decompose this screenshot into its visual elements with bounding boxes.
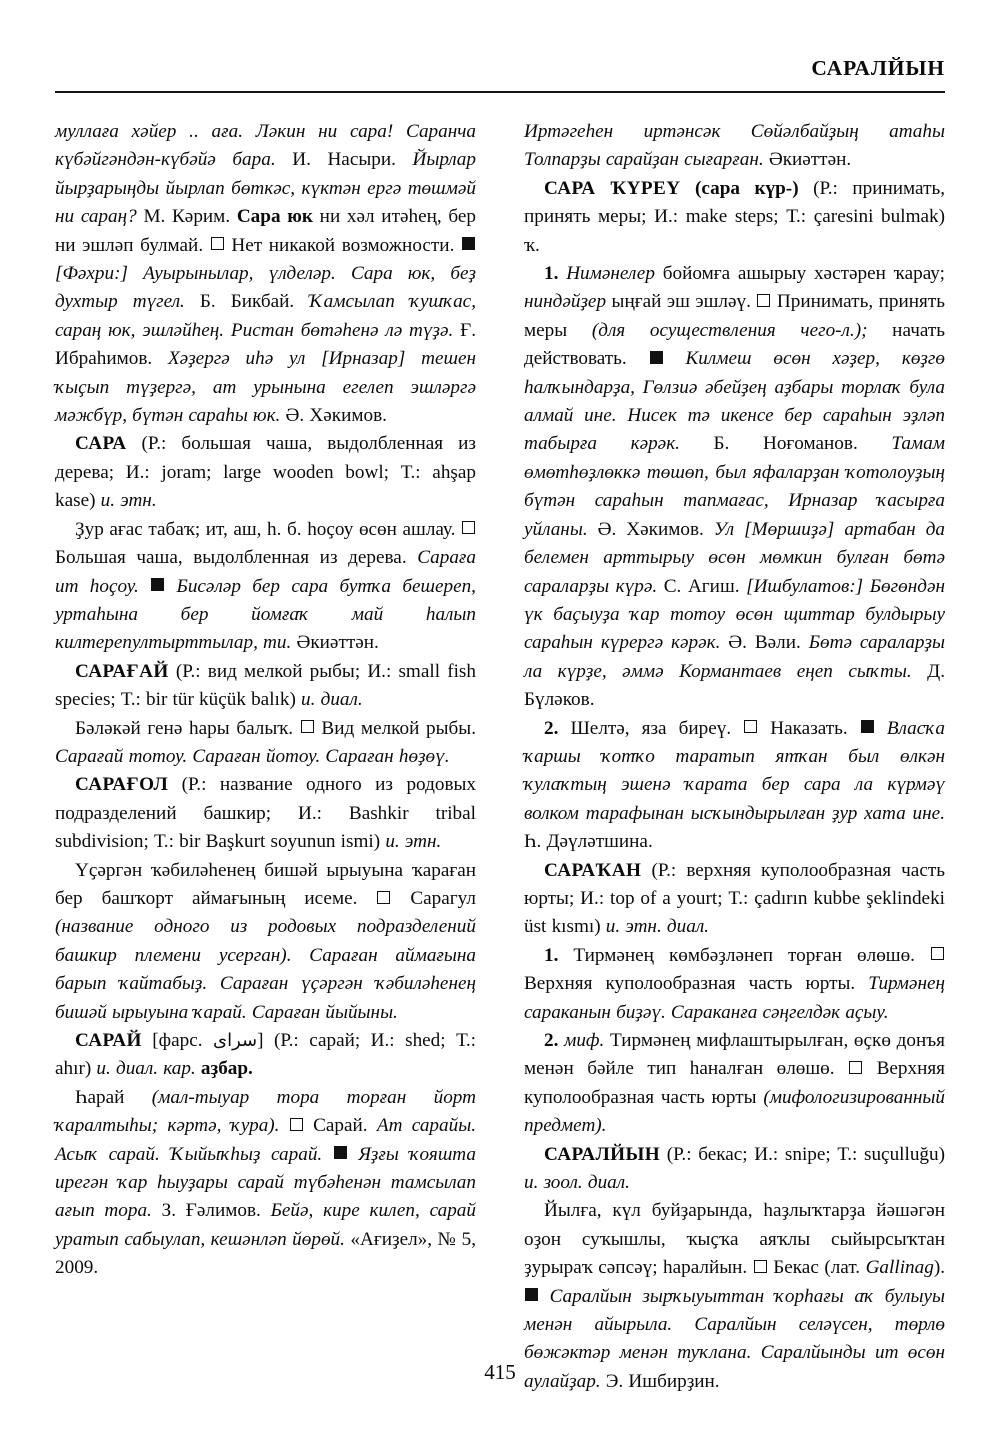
entry-sara-source: Әкиәттән. bbox=[291, 632, 379, 654]
sense-number: 1. bbox=[544, 263, 559, 285]
continued-text-part13: Ә. Хәкимов. bbox=[280, 405, 387, 427]
filled-square-icon bbox=[525, 1288, 538, 1301]
entry-saragay-grammar: и. диал. bbox=[295, 689, 363, 711]
saralyyn-citation: Саралйын зырҡыуыттан ҡорһағы аҡ булыуы менән айырыла. Саралйын селәүсен, төрлө бөжәктәр менән туҡлана. Саралйынды ит өсөн аулайҙар. bbox=[524, 1285, 945, 1392]
saralyyn-def-ru: Бекас (лат. bbox=[767, 1257, 866, 1279]
entry-saragol-def-ru-it: (название одного из родовых подразделений башкир племени усерган). bbox=[55, 916, 476, 966]
entry-saragol-def-ba: Үҫәргән ҡәбиләһенең бишәй ырыуына ҡараған бер башҡорт аймағының исеме. bbox=[55, 859, 476, 909]
entry-saray-head bbox=[55, 1027, 476, 1084]
sense1-source1: Б. Ноғоманов. bbox=[679, 433, 892, 455]
sense2-def-ba: Шелтә, яза биреү. bbox=[570, 717, 744, 739]
sarakan-sense2-def-ru: Верхняя куполообразная часть юрты bbox=[524, 1058, 945, 1108]
continued-text-part6: ни хәл итәһең, бер ни эшләп булмай. bbox=[55, 206, 476, 256]
entry-saralyyn-gloss: (Р.: бекас; И.: snipe; Т.: suçulluğu) bbox=[666, 1143, 945, 1165]
filled-square-icon bbox=[650, 351, 663, 364]
continued-text-part8: [Фәхри:] Ауырынылар, үлделәр. Сара юк, беҙ духтыр түгел. bbox=[55, 263, 476, 313]
entry-sarakan-sense-2 bbox=[524, 1027, 945, 1141]
entry-sarakan-grammar: и. этн. диал. bbox=[600, 916, 709, 938]
sense1-def-ru-it: (для осуществления чего-л.); bbox=[591, 319, 868, 341]
open-square-icon bbox=[744, 720, 757, 733]
headword-sara: САРА bbox=[75, 433, 127, 455]
entry-saray-grammar: и. диал. кар. bbox=[91, 1058, 201, 1080]
sense1-source2: Ә. Хәкимов. bbox=[587, 518, 714, 540]
entry-sara-kureu-grammar: ҡ. bbox=[524, 234, 540, 256]
entry-saragay-def-ba: Бәләкәй генә һары балыҡ. bbox=[75, 717, 300, 739]
sense-number: 2. bbox=[544, 1030, 559, 1051]
entry-saray-def-ru: Сарай. bbox=[303, 1115, 377, 1137]
continued-text-part12: Хәҙергә иһә ул [Ирназар] тешен ҡыҫып түҙергә, ат урынына егелеп эшләргә мәжбүр, бүтән сараһы юк. bbox=[55, 348, 476, 427]
entry-sara-def-ru: Большая чаша, выдолбленная из дерева. bbox=[55, 547, 418, 569]
headword-saray: САРАЙ bbox=[75, 1030, 142, 1051]
headword-saralyyn: САРАЛЙЫН bbox=[544, 1143, 661, 1165]
continued-entry-saray bbox=[524, 118, 945, 175]
header-rule bbox=[55, 91, 945, 93]
entry-saragay-gloss: (Р.: вид мелкой рыбы; И.: small fish species; Т.: bir tür küçük balık) bbox=[55, 660, 476, 711]
saralyyn-def-ba: Йылға, күл буйҙарында, һаҙлыҡтарҙа йәшәгән оҙон суҡышлы, ҡыҫҡа аяҡлы сыйырсыҡтан ҙурыраҡ сәпсәү; һаралйын. bbox=[524, 1200, 945, 1279]
entry-sara-kureu-sense-2 bbox=[524, 715, 945, 857]
sarakan-sense2-def-ba: Тирмәнең мифлаштырылған, өҫкө донъя менән бәйле тип һаналған өлөшө. bbox=[524, 1030, 945, 1080]
entry-saray-gloss: (Р.: сарай; И.: shed; Т.: ahır) bbox=[55, 1030, 476, 1080]
continued-text-part7: Нет никакой возможности. bbox=[224, 234, 461, 256]
entry-saralyyn-head bbox=[524, 1141, 945, 1198]
sense1-citation1: Килмеш өсөн хәҙер, көҙгө һалҡындарҙа, Гөлзиә әбейҙең аҙбары торлаҡ була алмай ине. Ниcек тә икенсе бер сараһын эҙләп табырға кәрәк. bbox=[524, 348, 945, 455]
open-square-icon bbox=[931, 947, 944, 960]
sense2-source1: Һ. Дәүләтшина. bbox=[524, 831, 653, 853]
sense-number: 1. bbox=[544, 944, 559, 966]
entry-saragay-head bbox=[55, 658, 476, 715]
continued-text-part9: Б. Бикбай. bbox=[184, 291, 310, 313]
entry-saragol-body bbox=[55, 857, 476, 1027]
sense2-citation1: Власҡа ҡаршы ҡотҡо таратып ятҡан был өлкән ҡулаҡтың эшенә ҡарата бер сара ла күрмәү волком тарафынан ысҡындырылған ҙур хата ине. bbox=[524, 717, 945, 824]
open-square-icon bbox=[462, 521, 475, 534]
sense1-def-ba2: ыңғай эш эшләү. bbox=[606, 291, 757, 313]
open-square-icon bbox=[754, 1260, 767, 1273]
entry-saray-citation2: Бейә, кире килеп, сарай уратып сабыулап, кешәнләп йөрөй. bbox=[55, 1200, 476, 1250]
page-number: 415 bbox=[484, 1360, 516, 1384]
sense-number: 2. bbox=[544, 717, 559, 739]
headword-sarakan: САРАҠАН bbox=[544, 859, 642, 881]
sense1-citation2: Тамам өмөтһөҙлөккә төшөп, был яфаларҙан ҡотолоуҙың бүтән сараһын тапмағас, Ирназар ҡасырға уйланы. bbox=[524, 433, 945, 540]
sense1-lead: Нимәнелер bbox=[566, 263, 655, 285]
entry-saragay-body bbox=[55, 715, 476, 772]
entry-sara-kureu-head bbox=[524, 175, 945, 260]
entry-saragay-example: Сарағай тотоу. Сараған йотоу. Сараған һөҙөү. bbox=[55, 745, 450, 767]
entry-saray-body bbox=[55, 1084, 476, 1283]
filled-square-icon bbox=[462, 237, 475, 250]
continued-text-part5: Сара юк bbox=[236, 206, 313, 228]
sarakan-sense1-def-ru: Верхняя куполообразная часть юрты. bbox=[524, 973, 869, 995]
sarakan-sense2-def-ru-it: (мифологизированный предмет). bbox=[524, 1086, 945, 1137]
right-continued-part2: Әкиәттән. bbox=[763, 149, 852, 171]
sense1-citation4: [Ишбулатов:] Бөгөндән үк баҫыуҙа ҡар тотоу өсөн щиттар булдырыу сараһын күрергә кәрәк. bbox=[524, 575, 945, 654]
right-column bbox=[524, 118, 946, 1392]
entry-sara-def-ba: Ҙур ағас табаҡ; ит, аш, һ. б. һоҫоу өсөн ашлау. bbox=[75, 518, 461, 540]
entry-saragol-def-ru: Сарагул bbox=[391, 887, 476, 909]
open-square-icon bbox=[211, 237, 224, 250]
entry-sara-kureu-gloss: (Р.: принимать, принять меры; И.: make steps; Т.: çaresini bulmak) bbox=[524, 177, 945, 228]
entry-saray-etym-label: [фарс. bbox=[152, 1030, 203, 1051]
entry-sara-gloss: (Р.: большая чаша, выдолбленная из дерева; И.: joram; large wooden bowl; Т.: ahşap kase) bbox=[55, 433, 476, 512]
sense1-lead2: ниндәйҙер bbox=[524, 291, 607, 313]
entry-saray-etym-arabic: سراى bbox=[213, 1030, 258, 1051]
continued-text-part10: Ҡамсылап ҡушҡас, сараң юк, эшләйһең. Ристан бөтәһенә лә түҙә. bbox=[55, 291, 476, 341]
entry-sara-example: Сараға ит һоҫоу. bbox=[55, 547, 476, 597]
sense1-def-ru: Принимать, принять меры bbox=[524, 291, 945, 341]
sense1-def-ba: бойомға ашырыу хәстәрен ҡарау; bbox=[654, 263, 945, 285]
sense1-source5: Д. Бүләков. bbox=[524, 660, 945, 711]
entry-saray-example: Ат сарайы. Асыҡ сарай. Ҡыйыҡһыҙ сарай. bbox=[55, 1115, 476, 1165]
headword-saragay: САРАҒАЙ bbox=[75, 660, 169, 682]
continued-entry-sara bbox=[55, 118, 476, 430]
entry-saray-citation1: Яҙғы ҡояшта ирегән ҡар һыуҙары сарай түбәһенән тамсылап ағып тора. bbox=[55, 1143, 476, 1222]
entry-saray-grammar-ref: аҙбар. bbox=[200, 1058, 253, 1080]
sarakan-sense2-label: миф. bbox=[564, 1030, 605, 1051]
continued-text-part11: Ғ. Ибраһимов. bbox=[55, 319, 477, 370]
filled-square-icon bbox=[334, 1146, 347, 1159]
page-header bbox=[55, 58, 945, 104]
entry-sarakan-sense-1 bbox=[524, 942, 945, 1027]
entry-sara-head bbox=[55, 430, 476, 515]
entry-sara-grammar: и. этн. bbox=[95, 490, 157, 512]
sense1-source3: С. Агиш. bbox=[657, 575, 747, 597]
entry-sara-kureu-form: (сара күр-) bbox=[695, 177, 799, 199]
entry-sara-kureu-sense-1 bbox=[524, 260, 945, 715]
entry-saragay-def-ru: Вид мелкой рыбы. bbox=[314, 717, 476, 739]
right-continued-part1: Иртәгеһен иртәнсәк Сөйәлбайҙың атаһы Толпарҙы сарайҙан сығарған. bbox=[524, 121, 945, 171]
entry-saray-etym-close: ] bbox=[257, 1030, 264, 1051]
entry-saragol-example: Сараған аймағына барып ҡайтабыҙ. Сараған үҫәргән ҡәбиләһенең бишәй ырыуына ҡарай. Сараған йыйыны. bbox=[55, 944, 477, 1023]
sense1-citation3: Ул [Мөршиҙә] артабан да белемен арттырыу өсөн мөмкин булған бөтә сараларҙы күрә. bbox=[524, 518, 945, 597]
entry-sarakan-gloss: (Р.: верхняя куполообразная часть юрты; И.: top of a yourt; Т.: çadırın kubbe şeklindeki üst kısmı) bbox=[524, 859, 945, 938]
continued-text-part3: Йырлар йырҙарыңды йырлап бөткәс, күктән ергә төшмәй ни сараң? bbox=[55, 149, 476, 228]
open-square-icon bbox=[757, 294, 770, 307]
entry-sara-body bbox=[55, 516, 476, 658]
open-square-icon bbox=[301, 720, 314, 733]
saralyyn-latin-name: Gallinag bbox=[865, 1257, 934, 1279]
entry-saray-def-ba-head: Һарай bbox=[75, 1086, 152, 1108]
entry-sara-citation: Бисәләр бер сара бутҡа бешереп, уртаһына бер йомғаҡ май һалып килтерепултырттылар, ти. bbox=[55, 575, 476, 654]
sarakan-sense1-def-ba: Тирмәнең көмбәҙләнеп торған өлөшө. bbox=[573, 944, 930, 966]
open-square-icon bbox=[849, 1061, 862, 1074]
sense1-citation5: Бөтә сараларҙы ла күрҙе, әммә Кормантаев еңеп сыҡты. bbox=[524, 632, 945, 682]
running-head-title: САРАЛЙЫН bbox=[811, 56, 945, 80]
filled-square-icon bbox=[151, 578, 164, 591]
entry-saray-source1: З. Ғәлимов. bbox=[151, 1200, 271, 1222]
entry-sarakan-head bbox=[524, 857, 945, 942]
sense1-source4: Ә. Вәли. bbox=[720, 632, 809, 654]
sense1-def-ru2: начать действовать. bbox=[524, 319, 946, 370]
headword-sara-kureu: САРА ҠҮРЕҮ bbox=[544, 177, 681, 199]
open-square-icon bbox=[377, 891, 390, 904]
entry-saray-source2: «Ағиҙел», № 5, 2009. bbox=[55, 1228, 476, 1279]
filled-square-icon bbox=[861, 720, 874, 733]
entry-saragol-grammar: и. этн. bbox=[380, 831, 442, 853]
continued-text-part4: М. Кәрим. bbox=[136, 206, 237, 228]
saralyyn-source: Э. Ишбирҙин. bbox=[600, 1370, 720, 1392]
continued-text-part2: И. Насыри. bbox=[275, 149, 413, 171]
open-square-icon bbox=[290, 1118, 303, 1131]
headword-saragol: САРАҒОЛ bbox=[75, 774, 169, 796]
entry-saragol-head bbox=[55, 771, 476, 856]
left-column bbox=[55, 118, 476, 1333]
continued-text-part1: муллаға хәйер .. ағa. Ләкин ни сара! Саранча күбәйгәндән-күбәйә бара. bbox=[55, 121, 476, 171]
entry-saralyyn-grammar: и. зоол. диал. bbox=[524, 1172, 630, 1194]
saralyyn-def-ru-close: ). bbox=[933, 1257, 945, 1279]
sarakan-sense1-example: Тирмәнең сараканын биҙәү. Сараканға сәңгелдәк аҫыу. bbox=[524, 973, 945, 1023]
sense2-def-ru: Наказать. bbox=[758, 717, 860, 739]
entry-saray-def-ba-it: (мал-тыуар тора торған йорт ҡаралтыһы; кәртә, ҡура). bbox=[55, 1086, 477, 1137]
entry-saragol-gloss: (Р.: название одного из родовых подразделений башкир; И.: Bashkir tribal subdivision; Т.: bir Başkurt soyunun ismi) bbox=[55, 774, 476, 853]
